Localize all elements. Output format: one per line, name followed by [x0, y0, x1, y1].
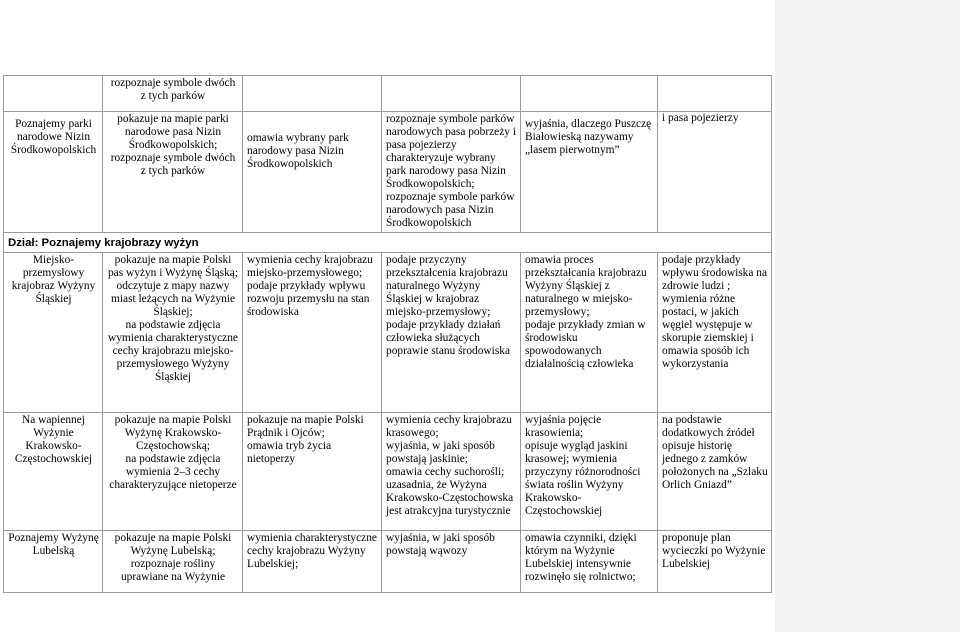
requirement-item: na podstawie zdjęcia wymienia 2–3 cechy charakteryzujące nietoperze	[109, 453, 237, 491]
requirement-item: podaje przykłady wpływu środowiska na zdrowie ludzi ;	[662, 254, 768, 292]
table-row	[4, 413, 772, 531]
cell-topic	[4, 76, 103, 112]
requirement-item: pokazuje na mapie Polski Wyżynę Krakowsko-Częstochowską;	[114, 414, 232, 452]
table-row	[4, 531, 772, 593]
requirement-item: pokazuje na mapie Polski Wyżynę Lubelską;	[114, 532, 232, 557]
requirement-item: uzasadnia, że Wyżyna Krakowsko-Częstochowska jest atrakcyjna turystycznie	[386, 479, 514, 517]
requirement-item: wyjaśnia pojęcie krasowienia;	[525, 414, 602, 439]
requirement-item: wymienia cechy krajobrazu krasowego;	[386, 414, 512, 439]
cell-requirements-3	[382, 531, 521, 593]
cell-requirements-3	[382, 76, 521, 112]
cell-topic: Poznajemy parki narodowe Nizin Środkowopolskich	[4, 112, 103, 233]
requirement-item: opisuje wygląd jaskini krasowej; wymienia przyczyny różnorodności świata roślin Wyżyny Krakowsko-Częstochowskiej	[525, 440, 641, 517]
cell-requirements-4	[521, 531, 658, 593]
cell-requirements-4	[521, 253, 658, 413]
cell-requirements-3	[382, 253, 521, 413]
requirement-item: podaje przykłady wpływu rozwoju przemysłu na stan środowiska	[247, 280, 370, 318]
cell-requirements-4	[521, 76, 658, 112]
cell-requirements-3	[382, 413, 521, 531]
requirement-item: pokazuje na mapie Polski Prądnik i Ojców;	[247, 414, 364, 439]
cell-topic: Poznajemy Wyżynę Lubelską	[4, 531, 103, 593]
cell-requirements-5	[658, 531, 772, 593]
curriculum-table	[3, 75, 772, 593]
cell-requirements-2	[243, 413, 382, 531]
table-row	[4, 253, 772, 413]
section-row	[4, 233, 772, 253]
cell-requirements-4	[521, 413, 658, 531]
cell-requirements-basic: rozpoznaje symbole dwóch z tych parków	[103, 76, 243, 112]
requirement-item: na podstawie zdjęcia wymienia charakterystyczne cechy krajobrazu miejsko-przemysłowego Wyżyny Śląskiej	[108, 319, 238, 383]
cell-requirements-5	[658, 413, 772, 531]
requirement-item: wymienia różne postaci, w jakich węgiel występuje w skorupie ziemskiej i omawia sposób ich wykorzystania	[662, 293, 754, 370]
requirement-item: omawia cechy suchorośli;	[386, 466, 505, 478]
cell-requirements-basic	[103, 413, 243, 531]
requirement-item: podaje przykłady zmian w środowisku spowodowanych działalnością człowieka	[525, 319, 646, 370]
cell-requirements-5	[658, 76, 772, 112]
cell-requirements-basic	[103, 253, 243, 413]
requirement-item: omawia tryb życia nietoperzy	[247, 440, 332, 465]
requirement-item: wyjaśnia, w jaki sposób powstają wąwozy	[386, 532, 495, 557]
requirement-item: podaje przyczyny przekształcenia krajobrazu naturalnego Wyżyny Śląskiej w krajobraz miejsko-przemysłowy;	[386, 254, 508, 318]
cell-requirements-basic	[103, 531, 243, 593]
cell-requirements-4: wyjaśnia, dlaczego Puszczę Białowieską nazywamy „lasem pierwotnym”	[521, 112, 658, 233]
table-row	[4, 76, 772, 112]
cell-topic: Na wapiennej Wyżynie Krakowsko-Częstochowskiej	[4, 413, 103, 531]
cell-requirements-2	[243, 531, 382, 593]
requirement-item: wyjaśnia, w jaki sposób powstają jaskinie;	[386, 440, 495, 465]
cell-requirements-5	[658, 253, 772, 413]
requirement-item: omawia proces przekształcania krajobrazu Wyżyny Śląskiej z naturalnego w miejsko-przemysłowy;	[525, 254, 647, 318]
requirement-item: na podstawie dodatkowych źródeł opisuje historię jednego z zamków położonych na „Szlaku Orlich Gniazd”	[662, 414, 768, 491]
cell-requirements-5: i pasa pojezierzy	[658, 112, 772, 233]
cell-requirements-basic: pokazuje na mapie parki narodowe pasa Nizin Środkowopolskich; rozpoznaje symbole dwóch z tych parków	[103, 112, 243, 233]
requirement-item: odczytuje z mapy nazwy miast leżących na Wyżynie Śląskiej;	[110, 280, 236, 318]
cell-topic: Miejsko-przemysłowy krajobraz Wyżyny Śląskiej	[4, 253, 103, 413]
requirement-item: wymienia charakterystyczne cechy krajobrazu Wyżyny Lubelskiej;	[247, 532, 377, 570]
table-row	[4, 112, 772, 233]
requirement-item: omawia czynniki, dzięki którym na Wyżynie Lubelskiej intensywnie rozwinęło się rolnictwo;	[525, 532, 637, 583]
section-title: Dział: Poznajemy krajobrazy wyżyn	[4, 233, 243, 253]
cell-requirements-2	[243, 76, 382, 112]
cell-requirements-2	[243, 253, 382, 413]
requirement-item: wymienia cechy krajobrazu miejsko-przemysłowego;	[247, 254, 373, 279]
requirement-item: pokazuje na mapie Polski pas wyżyn i Wyżynę Śląską;	[107, 254, 239, 279]
cell-requirements-3: rozpoznaje symbole parków narodowych pasa pobrzeży i pasa pojezierzy charakteryzuje wybrany park narodowy pasa Nizin Środkowopolskich; rozpoznaje symbole parków narodowych pasa Nizin Środkowopolskich	[382, 112, 521, 233]
requirement-item: proponuje plan wycieczki po Wyżynie Lubelskiej	[662, 532, 766, 570]
requirement-item: podaje przykłady działań człowieka służących poprawie stanu środowiska	[386, 319, 511, 357]
requirement-item: rozpoznaje rośliny uprawiane na Wyżynie	[120, 558, 226, 583]
cell-requirements-2: omawia wybrany park narodowy pasa Nizin Środkowopolskich	[243, 112, 382, 233]
comment-margin	[775, 0, 960, 632]
